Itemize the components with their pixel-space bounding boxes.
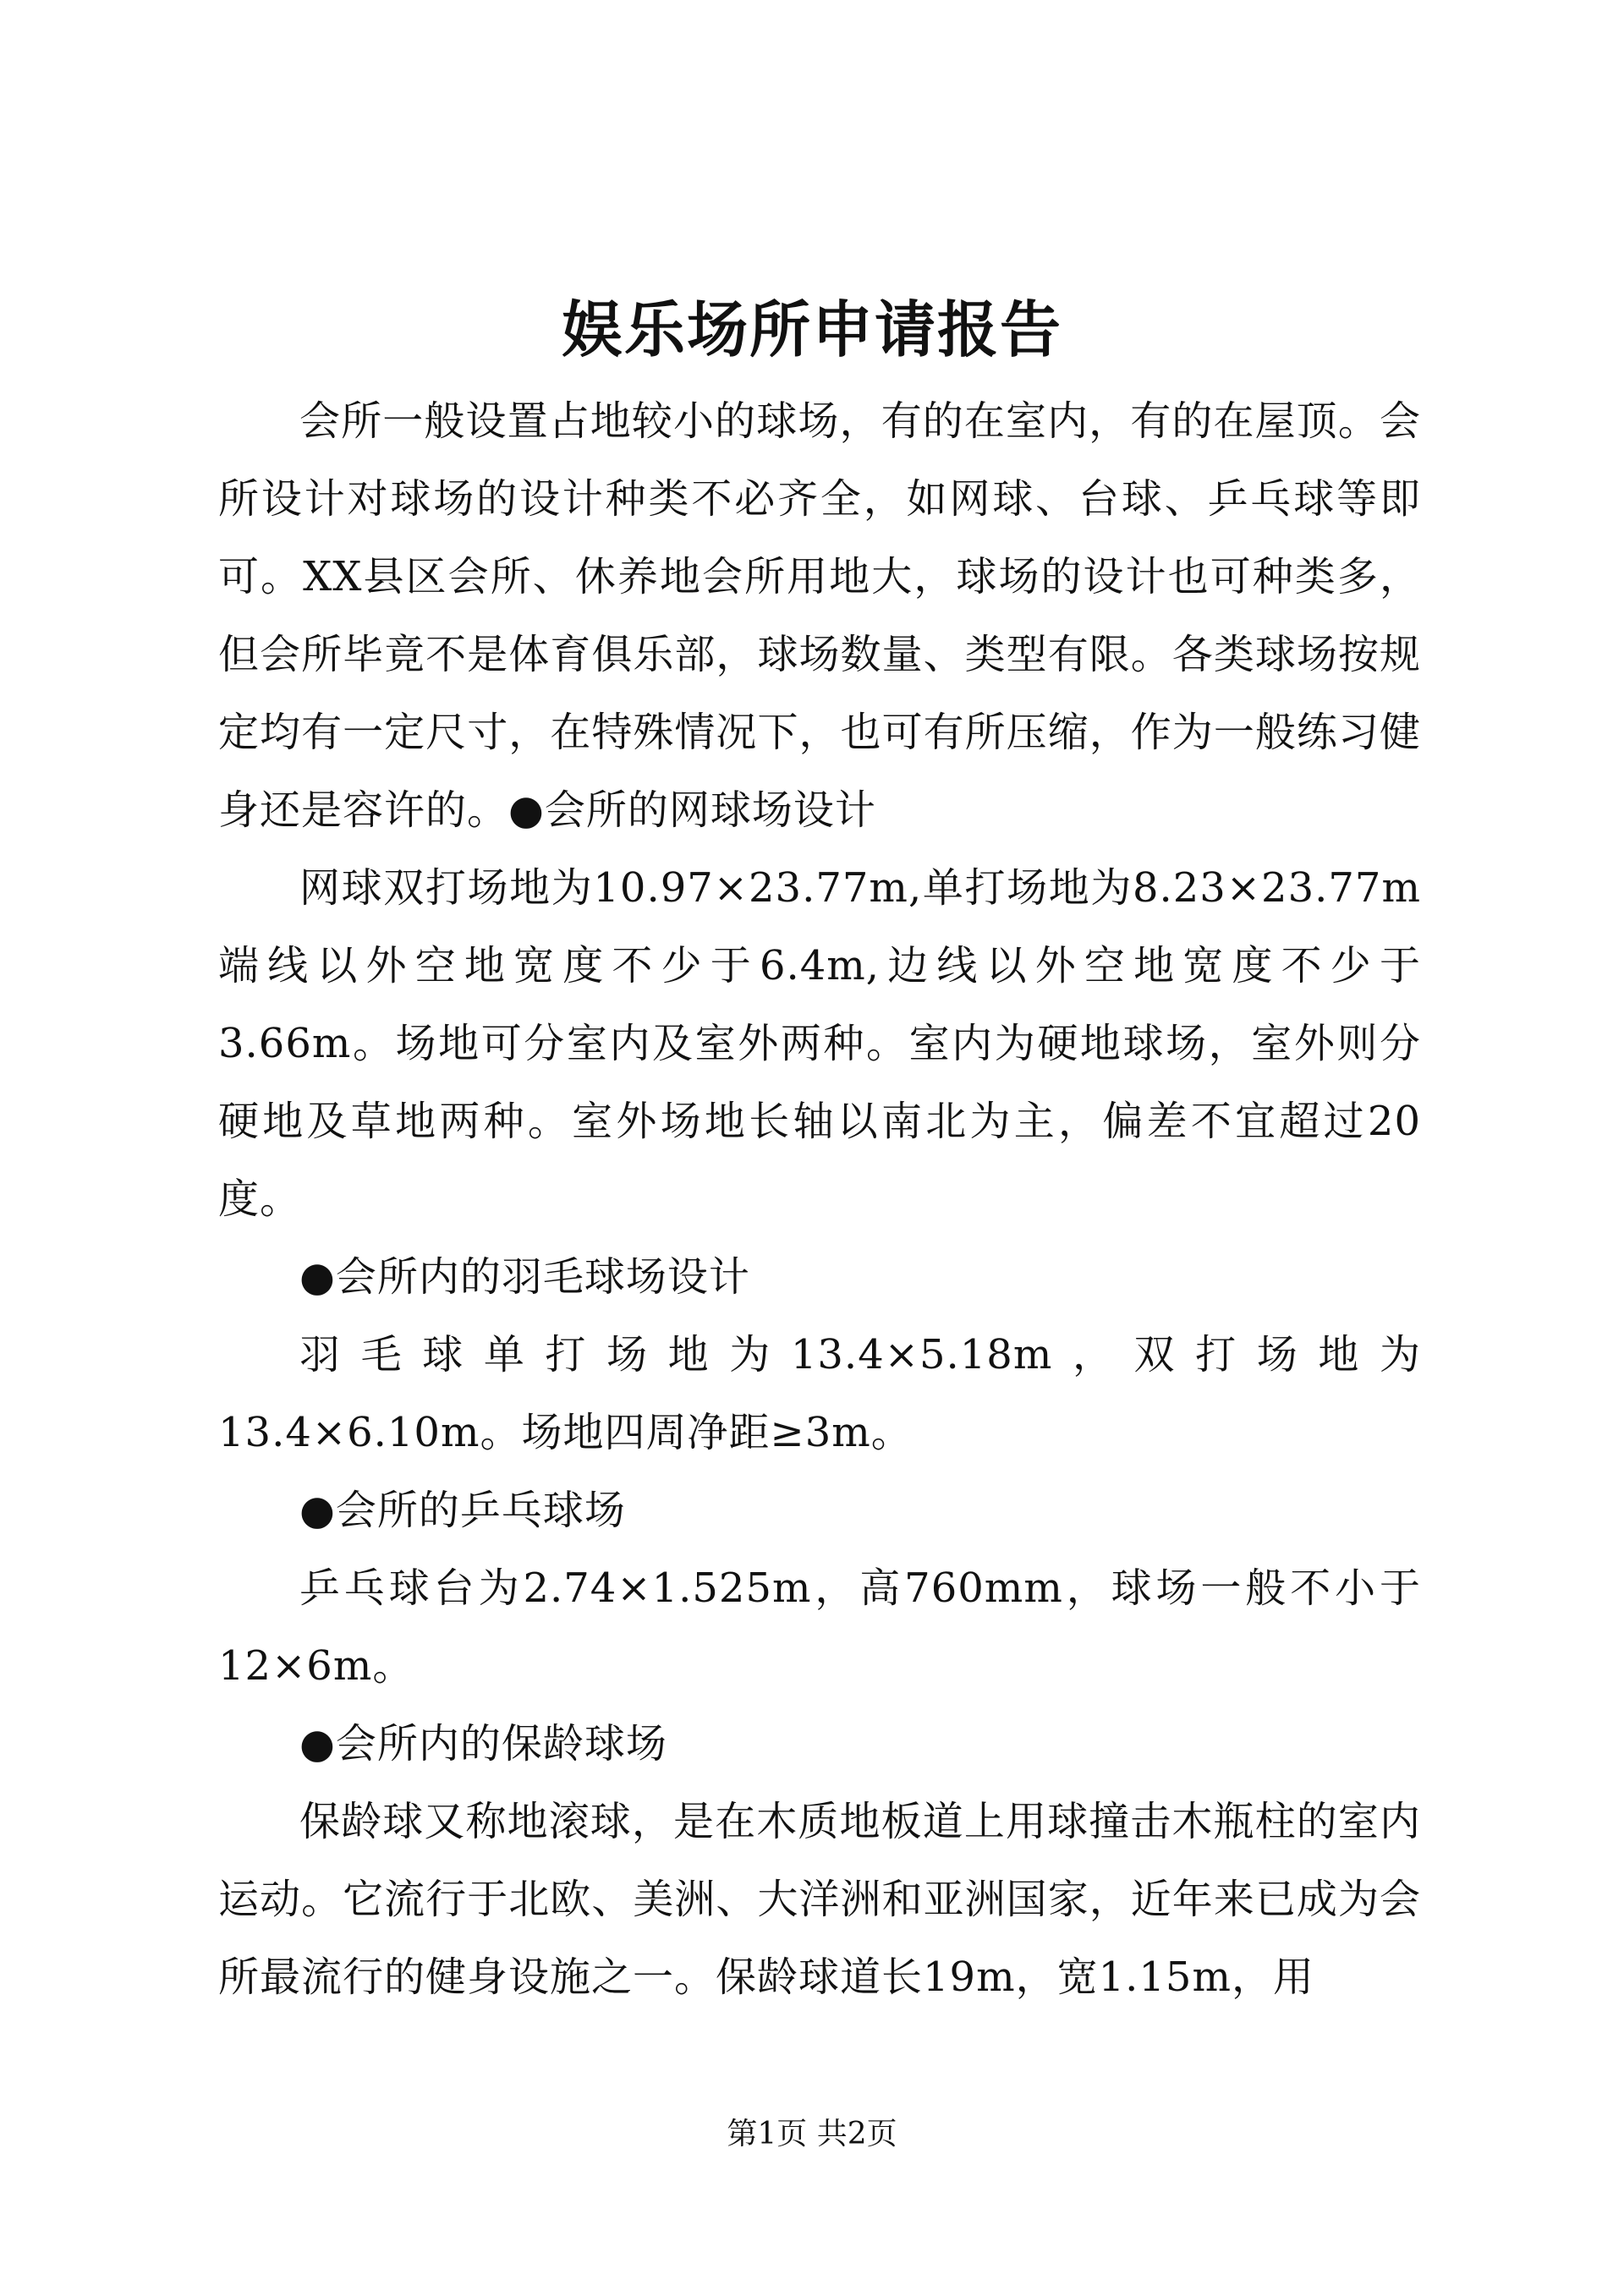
document-title: 娱乐场所申请报告 <box>561 293 1062 365</box>
section-heading: ●会所内的保龄球场 <box>299 1720 667 1767</box>
paragraph: 网球双打场地为10.97×23.77m,单打场地为8.23×23.77m端线以外空地宽度不少于6.4m,边线以外空地宽度不少于3.66m。场地可分室内及室外两种。室内为硬地球场，室外则分硬地及草地两种。室外场地长轴以南北为主，偏差不宜超过20度。 <box>218 864 1421 1223</box>
paragraph: 羽毛球单打场地为13.4×5.18m，双打场地为13.4×6.10m。场地四周净距≥3m。 <box>218 1331 1421 1456</box>
section-heading: ●会所的乒乓球场 <box>299 1487 626 1534</box>
document-body <box>218 382 1421 2016</box>
paragraph: 乒乓球台为2.74×1.525m，高760mm，球场一般不小于12×6m。 <box>218 1564 1421 1690</box>
paragraph: 保龄球又称地滚球，是在木质地板道上用球撞击木瓶柱的室内运动。它流行于北欧、美洲、大洋洲和亚洲国家，近年来已成为会所最流行的健身设施之一。保龄球道长19m，宽1.15m，用 <box>218 1798 1421 2001</box>
section-heading: ●会所内的羽毛球场设计 <box>299 1253 750 1301</box>
paragraph: 会所一般设置占地较小的球场，有的在室内，有的在屋顶。会所设计对球场的设计种类不必齐全，如网球、台球、乒乓球等即可。XX县区会所、休养地会所用地大，球场的设计也可种类多，但会所毕竟不是体育俱乐部，球场数量、类型有限。各类球场按规定均有一定尺寸，在特殊情况下，也可有所压缩，作为一般练习健身还是容许的。●会所的网球场设计 <box>218 397 1421 834</box>
page-number-footer: 第1页 共2页 <box>727 2117 897 2151</box>
